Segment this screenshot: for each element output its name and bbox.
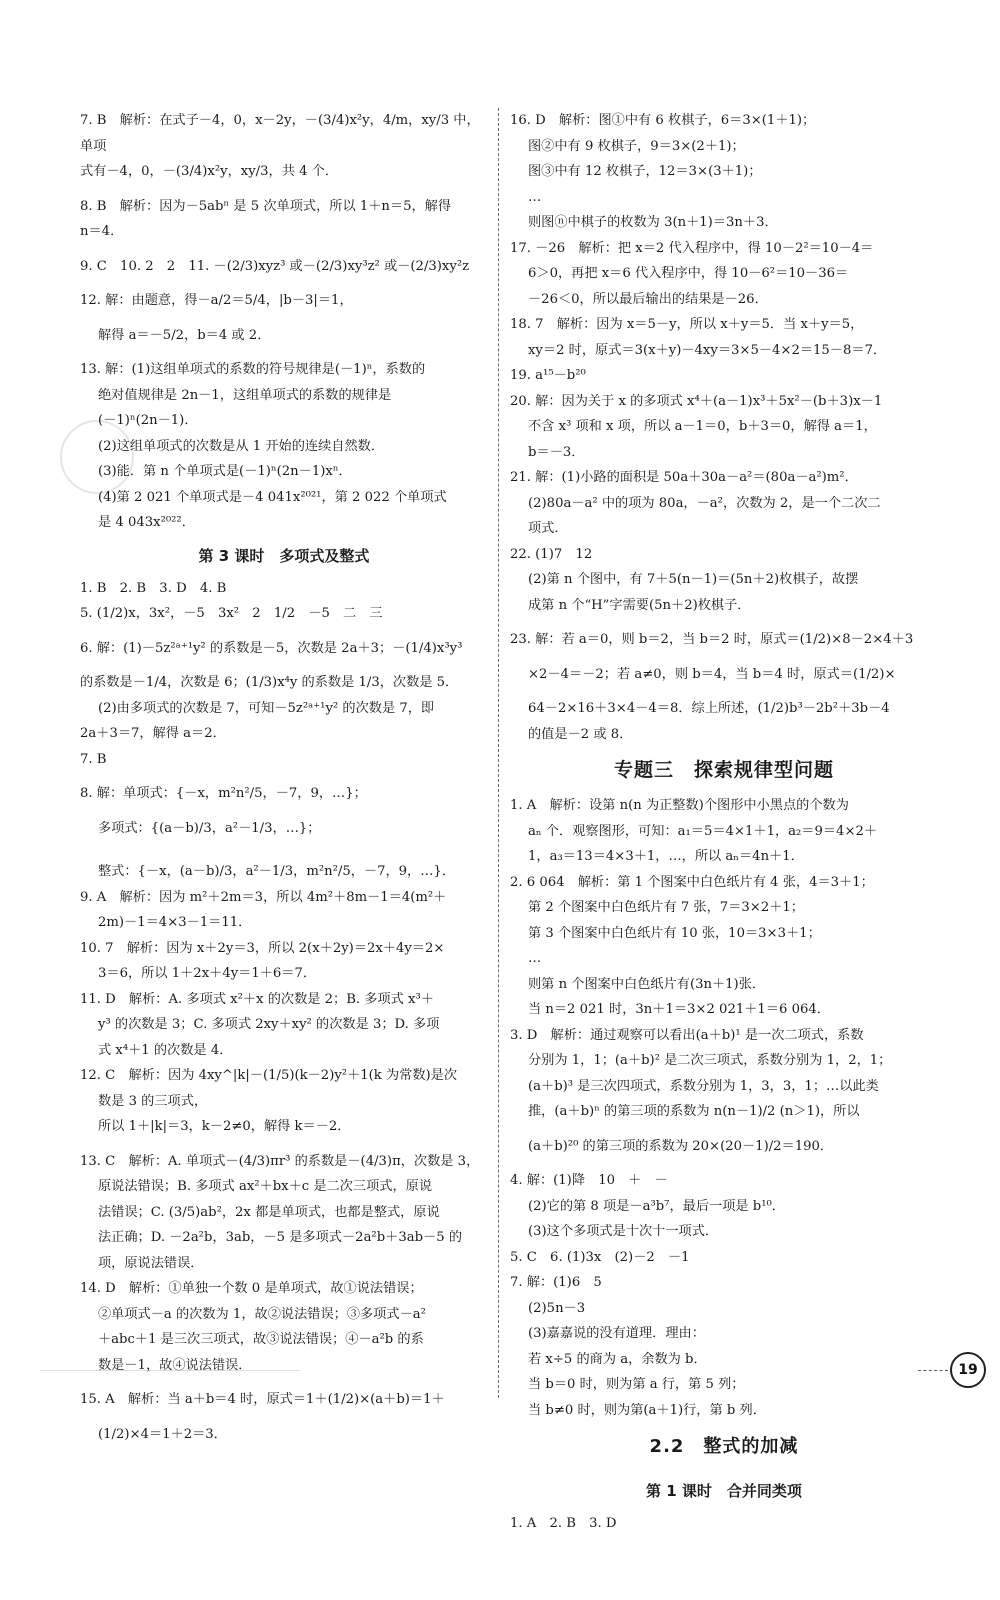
answer-line: 成第 n 个“H”字需要(5n＋2)枚棋子． (528, 597, 751, 613)
answer-line: 则图ⓝ中棋子的枚数为 3(n＋1)＝3n＋3． (528, 215, 778, 230)
answer-line: (2)第 n 个图中，有 7＋5(n－1)＝(5n＋2)枚棋子，故摆 (528, 572, 859, 587)
answer-line: 21. 解：(1)小路的面积是 50a＋30a－a²＝(80a－a²)m²． (510, 470, 858, 485)
answer-line: 项式． (528, 521, 568, 536)
answer-line: 推，(a＋b)ⁿ 的第三项的系数为 n(n－1)/2 (n＞1)，所以 (528, 1104, 860, 1119)
answer-line: 式有－4，0，－(3/4)x²y，xy/3，共 4 个． (80, 164, 339, 179)
answer-line: 绝对值规律是 2n－1，这组单项式的系数的规律是 (98, 387, 392, 403)
answer-line: 7. B (80, 751, 107, 767)
answer-line: 的值是－2 或 8． (528, 726, 633, 742)
answer-line: 多项式：{(a－b)/3，a²－1/3，…}； (98, 820, 321, 836)
answer-line: aₙ 个．观察图形，可知：a₁＝5＝4×1＋1，a₂＝9＝4×2＋ (528, 823, 878, 839)
answer-line: 13. 解：(1)这组单项式的系数的符号规律是(－1)ⁿ，系数的 (80, 362, 426, 377)
answer-line: (4)第 2 021 个单项式是－4 041x²⁰²¹，第 2 022 个单项式 (98, 489, 447, 505)
answer-line: 2a＋3＝7，解得 a＝2． (80, 726, 226, 741)
section-heading: 2.2 整式的加减 (649, 1436, 799, 1457)
answer-line: 1. A 2. B 3. D (510, 1516, 617, 1531)
answer-line: 16. D 解析：图①中有 6 枚棋子，6＝3×(1＋1)； (510, 113, 816, 128)
answer-line: 当 n＝2 021 时，3n＋1＝3×2 021＋1＝6 064． (528, 1002, 830, 1017)
answer-line: (2)由多项式的次数是 7，可知－5z²ᵃ⁺¹y² 的次数是 7，即 (98, 700, 435, 716)
answer-line: (3)能．第 n 个单项式是(－1)ⁿ(2n－1)xⁿ． (98, 464, 352, 479)
answer-line: n＝4． (80, 224, 124, 239)
answer-line: 8. B 解析：因为－5abⁿ 是 5 次单项式，所以 1＋n＝5，解得 (80, 198, 452, 214)
answer-line: 12. 解：由题意，得－a/2＝5/4，|b－3|＝1， (80, 293, 353, 308)
answer-line: 11. D 解析：A. 多项式 x²＋x 的次数是 2；B. 多项式 x³＋ (80, 991, 434, 1007)
answer-line: 分别为 1，1；(a＋b)² 是二次三项式，系数分别为 1，2，1； (528, 1053, 892, 1068)
answer-line: (3)嘉嘉说的没有道理．理由： (528, 1326, 705, 1341)
answer-line: 13. C 解析：A. 单项式－(4/3)πr³ 的系数是－(4/3)π，次数是 3， (80, 1153, 480, 1169)
answer-line: 数是－1，故④说法错误． (98, 1357, 252, 1373)
answer-line: (－1)ⁿ(2n－1)． (98, 413, 198, 428)
answer-line: 1. A 解析：设第 n(n 为正整数)个图形中小黑点的个数为 (510, 798, 849, 813)
answer-line: 法正确；D. －2a²b，3ab，－5 是多项式－2a²b＋3ab－5 的 (98, 1230, 463, 1245)
answer-line: 法错误；C. (3/5)ab²，2x 都是单项式，也都是整式，原说 (98, 1204, 440, 1220)
answer-line: b＝－3． (528, 444, 585, 460)
answer-line: (2)80a－a² 中的项为 80a，－a²，次数为 2，是一个二次二 (528, 495, 881, 511)
answer-line: 7. B 解析：在式子－4，0，x－2y，－(3/4)x²y，4/m，xy/3 中，单项 (80, 113, 480, 154)
answer-line: 当 b＝0 时，则为第 a 行，第 5 列； (528, 1377, 745, 1392)
answer-line: 9. C 10. 2 2 11. －(2/3)xyz³ 或－(2/3)xy³z² 或－(2/3)xy²z (80, 258, 470, 274)
answer-line: xy＝2 时，原式＝3(x＋y)－4xy＝3×5－4×2＝15－8＝7． (528, 342, 887, 358)
answer-line: 2. 6 064 解析：第 1 个图案中白色纸片有 4 张，4＝3＋1； (510, 874, 874, 890)
answer-line: ＋abc＋1 是三次三项式，故③说法错误；④－a²b 的系 (98, 1332, 424, 1347)
column-divider (498, 108, 499, 1398)
answer-line: 20. 解：因为关于 x 的多项式 x⁴＋(a－1)x³＋5x²－(b＋3)x－1 (510, 393, 883, 409)
answer-line: 整式：{－x，(a－b)/3，a²－1/3，m²n²/5，－7，9，…}． (98, 864, 456, 879)
answer-line: 6＞0，再把 x＝6 代入程序中，得 10－6²＝10－36＝ (528, 266, 849, 281)
answer-line: 当 b≠0 时，则为第(a＋1)行，第 b 列． (528, 1402, 766, 1418)
answer-line: 6. 解：(1)－5z²ᵃ⁺¹y² 的系数是－5，次数是 2a＋3；－(1/4)x³y³ (80, 640, 463, 656)
page-number-leader (918, 1370, 948, 1371)
answer-line: (a＋b)²⁰ 的第三项的系数为 20×(20－1)/2＝190． (528, 1138, 834, 1154)
answer-line: 17. －26 解析：把 x＝2 代入程序中，得 10－2²＝10－4＝ (510, 240, 874, 256)
answer-line: 23. 解：若 a＝0，则 b＝2，当 b＝2 时，原式＝(1/2)×8－2×4＋3 (510, 632, 914, 647)
answer-line: 19. a¹⁵－b²⁰ (510, 368, 586, 383)
answer-line: 64－2×16＋3×4－4＝8．综上所述，(1/2)b³－2b²＋3b－4 (528, 701, 890, 716)
answer-line: 第 3 个图案中白色纸片有 10 张，10＝3×3＋1； (528, 925, 821, 941)
answer-line: (2)5n－3 (528, 1300, 586, 1316)
answer-line: … (528, 951, 542, 966)
bottom-rule (40, 1370, 300, 1371)
answer-line: 是 4 043x²⁰²²． (98, 515, 195, 530)
answer-line: ②单项式－a 的次数为 1，故②说法错误；③多项式－a² (98, 1306, 426, 1322)
answer-line: 4. 解：(1)降 10 ＋ － (510, 1173, 668, 1188)
answer-line: 18. 7 解析：因为 x＝5－y，所以 x＋y＝5．当 x＋y＝5， (510, 317, 864, 332)
answer-line: ×2－4＝－2；若 a≠0，则 b＝4，当 b＝4 时，原式＝(1/2)× (528, 666, 896, 682)
answer-line: 10. 7 解析：因为 x＋2y＝3，所以 2(x＋2y)＝2x＋4y＝2× (80, 940, 445, 956)
answer-line: －26＜0，所以最后输出的结果是－26． (528, 291, 768, 307)
answer-line: (2)这组单项式的次数是从 1 开始的连续自然数． (98, 438, 385, 454)
answer-line: 22. (1)7 12 (510, 546, 593, 562)
answer-line: 不含 x³ 项和 x 项，所以 a－1＝0，b＋3＝0，解得 a＝1， (528, 419, 877, 434)
answer-line: y³ 的次数是 3；C. 多项式 2xy＋xy² 的次数是 3；D. 多项 (98, 1017, 440, 1032)
answer-line: 3＝6，所以 1＋2x＋4y＝1＋6＝7． (98, 966, 317, 981)
answer-line: (a＋b)³ 是三次四项式，系数分别为 1，3，3，1；…以此类 (528, 1078, 879, 1094)
lesson-heading: 第 3 课时 多项式及整式 (198, 546, 370, 565)
topic-heading: 专题三 探索规律型问题 (613, 759, 834, 781)
answer-line: 1. B 2. B 3. D 4. B (80, 580, 227, 596)
answer-line: (1/2)×4＝1＋2＝3． (98, 1426, 227, 1442)
answer-line: 式 x⁴＋1 的次数是 4． (98, 1042, 233, 1058)
answer-line: 图③中有 12 枚棋子，12＝3×(3＋1)； (528, 164, 762, 179)
answer-line: 第 2 个图案中白色纸片有 7 张，7＝3×2＋1； (528, 900, 804, 915)
answer-line: 项，原说法错误． (98, 1255, 204, 1271)
left-column (80, 108, 488, 1447)
answer-line: 3. D 解析：通过观察可以看出(a＋b)¹ 是一次二项式，系数 (510, 1027, 864, 1043)
answer-line: 则第 n 个图案中白色纸片有(3n＋1)张． (528, 976, 766, 992)
answer-line: 若 x÷5 的商为 a，余数为 b． (528, 1351, 707, 1367)
answer-line: 14. D 解析：①单独一个数 0 是单项式，故①说法错误； (80, 1281, 423, 1296)
page-number-badge: 19 (950, 1352, 986, 1388)
answer-line: 所以 1＋|k|＝3，k－2≠0，解得 k＝－2． (98, 1119, 351, 1134)
answer-line: … (528, 189, 542, 205)
answer-line: 图②中有 9 枚棋子，9＝3×(2＋1)； (528, 138, 745, 154)
right-column (510, 108, 938, 1537)
answer-line: 原说法错误；B. 多项式 ax²＋bx＋c 是二次三项式，原说 (98, 1179, 433, 1194)
answer-line: 9. A 解析：因为 m²＋2m＝3，所以 4m²＋8m－1＝4(m²＋ (80, 889, 447, 905)
lesson-heading: 第 1 课时 合并同类项 (646, 1482, 802, 1500)
answer-line: 12. C 解析：因为 4xy^|k|－(1/5)(k－2)y²＋1(k 为常数)是次 (80, 1068, 458, 1083)
answer-line: 5. C 6. (1)3x (2)－2 －1 (510, 1249, 690, 1265)
answer-line: (2)它的第 8 项是－a³b⁷，最后一项是 b¹⁰． (528, 1198, 785, 1214)
answer-line: 1，a₃＝13＝4×3＋1，…，所以 aₙ＝4n＋1． (528, 849, 804, 864)
answer-line: 数是 3 的三项式， (98, 1093, 208, 1109)
answer-line: 解得 a＝－5/2，b＝4 或 2． (98, 327, 271, 343)
answer-line: 8. 解：单项式：{－x，m²n²/5，－7，9，…}； (80, 786, 367, 801)
answer-line: 的系数是－1/4，次数是 6；(1/3)x⁴y 的系数是 1/3，次数是 5． (80, 675, 459, 690)
answer-line: (3)这个多项式是十次十一项式． (528, 1224, 719, 1239)
answer-line: 7. 解：(1)6 5 (510, 1275, 602, 1290)
answer-line: 2m)－1＝4×3－1＝11． (98, 915, 252, 930)
answer-line: 5. (1/2)x，3x²，－5 3x² 2 1/2 －5 二 三 (80, 606, 383, 621)
answer-line: 15. A 解析：当 a＋b＝4 时，原式＝1＋(1/2)×(a＋b)＝1＋ (80, 1392, 445, 1407)
